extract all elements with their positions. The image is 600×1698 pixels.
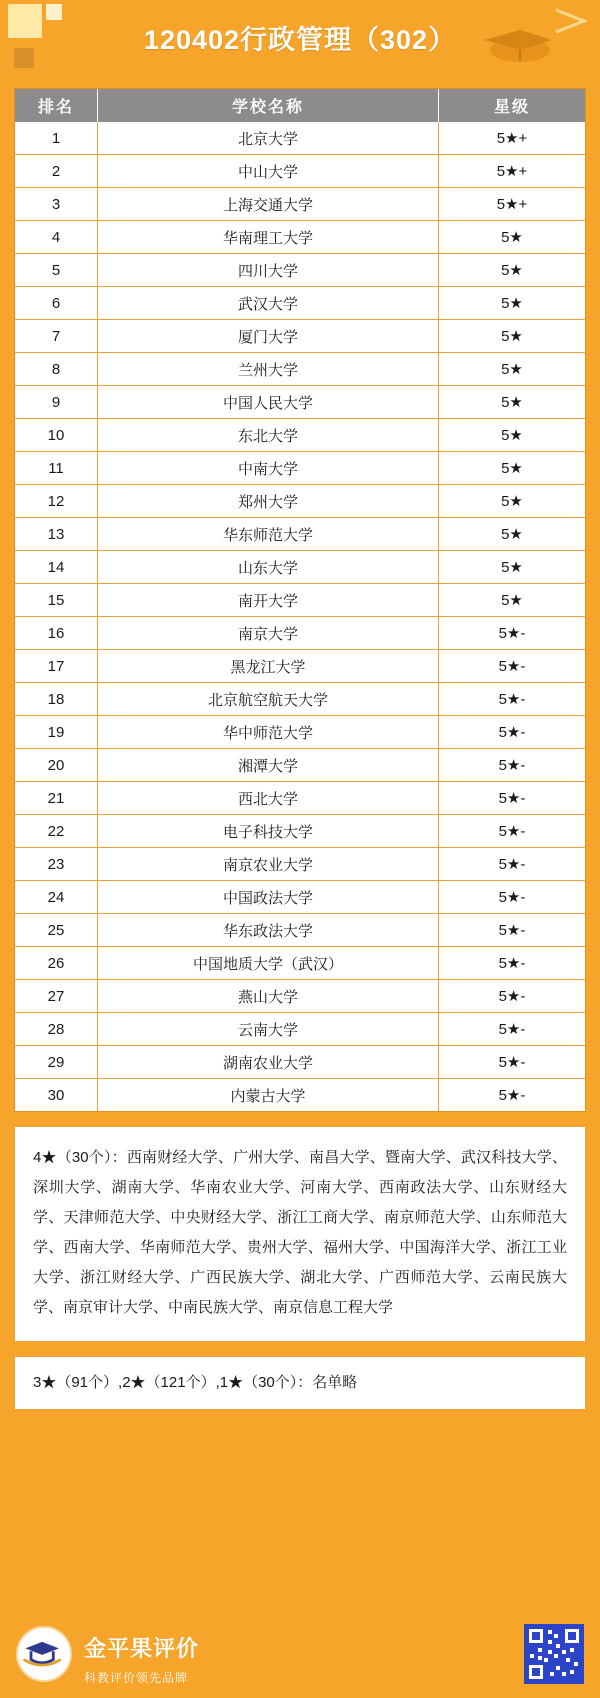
brand-name: 金平果评价 xyxy=(84,1636,200,1661)
cell-rank: 10 xyxy=(15,419,98,452)
table-row xyxy=(15,980,585,1013)
cell-star-rating: 5★+ xyxy=(439,122,586,155)
cell-school-name: 南京农业大学 xyxy=(98,848,439,881)
cell-star-rating: 5★ xyxy=(439,518,586,551)
cell-school-name: 中国地质大学（武汉） xyxy=(98,947,439,980)
cell-rank: 25 xyxy=(15,914,98,947)
cell-school-name: 东北大学 xyxy=(98,419,439,452)
table-row xyxy=(15,617,585,650)
cell-star-rating: 5★ xyxy=(439,551,586,584)
graduation-cap-badge-icon xyxy=(18,1628,70,1680)
table-row xyxy=(15,914,585,947)
cell-school-name: 华东师范大学 xyxy=(98,518,439,551)
cell-rank: 22 xyxy=(15,815,98,848)
cell-rank: 9 xyxy=(15,386,98,419)
cell-rank: 4 xyxy=(15,221,98,254)
cell-rank: 23 xyxy=(15,848,98,881)
cell-school-name: 中南大学 xyxy=(98,452,439,485)
ranking-table xyxy=(15,89,585,1111)
cell-rank: 24 xyxy=(15,881,98,914)
cell-star-rating: 5★- xyxy=(439,914,586,947)
cell-star-rating: 5★- xyxy=(439,947,586,980)
cell-rank: 7 xyxy=(15,320,98,353)
table-row xyxy=(15,1046,585,1079)
cell-school-name: 中国政法大学 xyxy=(98,881,439,914)
cell-school-name: 中山大学 xyxy=(98,155,439,188)
table-row xyxy=(15,650,585,683)
table-row xyxy=(15,518,585,551)
cell-star-rating: 5★- xyxy=(439,650,586,683)
table-row xyxy=(15,320,585,353)
cell-school-name: 西北大学 xyxy=(98,782,439,815)
table-row xyxy=(15,1013,585,1046)
brand-block xyxy=(84,1632,199,1686)
cell-school-name: 华南理工大学 xyxy=(98,221,439,254)
cell-star-rating: 5★ xyxy=(439,485,586,518)
cell-school-name: 郑州大学 xyxy=(98,485,439,518)
lower-star-note: 3★（91个）,2★（121个）,1★（30个）：名单略 xyxy=(14,1356,586,1410)
table-row xyxy=(15,683,585,716)
cell-star-rating: 5★ xyxy=(439,287,586,320)
table-row xyxy=(15,155,585,188)
brand-subtitle: 科教评价领先品牌 xyxy=(84,1671,189,1685)
cell-rank: 20 xyxy=(15,749,98,782)
footer xyxy=(0,1612,600,1698)
cell-rank: 8 xyxy=(15,353,98,386)
cell-star-rating: 5★ xyxy=(439,419,586,452)
cell-rank: 30 xyxy=(15,1079,98,1112)
cell-school-name: 南开大学 xyxy=(98,584,439,617)
table-row xyxy=(15,848,585,881)
table-row xyxy=(15,551,585,584)
cell-star-rating: 5★- xyxy=(439,749,586,782)
cell-star-rating: 5★- xyxy=(439,815,586,848)
cell-school-name: 兰州大学 xyxy=(98,353,439,386)
cell-school-name: 华中师范大学 xyxy=(98,716,439,749)
cell-school-name: 电子科技大学 xyxy=(98,815,439,848)
table-row xyxy=(15,1079,585,1112)
cell-star-rating: 5★- xyxy=(439,848,586,881)
column-header-school: 学校名称 xyxy=(98,89,439,122)
cell-school-name: 北京大学 xyxy=(98,122,439,155)
cell-school-name: 厦门大学 xyxy=(98,320,439,353)
cell-school-name: 南京大学 xyxy=(98,617,439,650)
cell-star-rating: 5★- xyxy=(439,782,586,815)
cell-rank: 1 xyxy=(15,122,98,155)
cell-school-name: 云南大学 xyxy=(98,1013,439,1046)
table-row xyxy=(15,782,585,815)
arrow-right-icon xyxy=(554,8,594,34)
table-row xyxy=(15,419,585,452)
cell-school-name: 中国人民大学 xyxy=(98,386,439,419)
cell-star-rating: 5★ xyxy=(439,386,586,419)
cell-star-rating: 5★ xyxy=(439,353,586,386)
table-row xyxy=(15,584,585,617)
page-title: 120402行政管理（302） xyxy=(143,25,457,55)
cell-rank: 12 xyxy=(15,485,98,518)
table-row xyxy=(15,254,585,287)
cell-school-name: 北京航空航天大学 xyxy=(98,683,439,716)
cell-rank: 13 xyxy=(15,518,98,551)
cell-star-rating: 5★- xyxy=(439,1013,586,1046)
cell-school-name: 内蒙古大学 xyxy=(98,1079,439,1112)
cell-rank: 18 xyxy=(15,683,98,716)
cell-school-name: 武汉大学 xyxy=(98,287,439,320)
cell-school-name: 华东政法大学 xyxy=(98,914,439,947)
header xyxy=(0,0,600,88)
cell-rank: 19 xyxy=(15,716,98,749)
table-row xyxy=(15,881,585,914)
table-row xyxy=(15,221,585,254)
cell-rank: 3 xyxy=(15,188,98,221)
cell-rank: 6 xyxy=(15,287,98,320)
cell-school-name: 黑龙江大学 xyxy=(98,650,439,683)
cell-rank: 21 xyxy=(15,782,98,815)
column-header-rank: 排名 xyxy=(15,89,98,122)
cell-school-name: 四川大学 xyxy=(98,254,439,287)
table-row xyxy=(15,947,585,980)
qr-code-icon[interactable] xyxy=(524,1624,584,1684)
cell-star-rating: 5★ xyxy=(439,221,586,254)
cell-rank: 14 xyxy=(15,551,98,584)
cell-rank: 27 xyxy=(15,980,98,1013)
table-row xyxy=(15,716,585,749)
graduation-cap-icon xyxy=(480,28,554,66)
table-header-row xyxy=(15,89,585,122)
cell-star-rating: 5★ xyxy=(439,320,586,353)
table-row xyxy=(15,122,585,155)
cell-rank: 2 xyxy=(15,155,98,188)
cell-star-rating: 5★- xyxy=(439,881,586,914)
cell-school-name: 山东大学 xyxy=(98,551,439,584)
ranking-table-container xyxy=(14,88,586,1112)
cell-school-name: 燕山大学 xyxy=(98,980,439,1013)
four-star-note: 4★（30个）：西南财经大学、广州大学、南昌大学、暨南大学、武汉科技大学、深圳大学、湖南大学、华南农业大学、河南大学、西南政法大学、山东财经大学、天津师范大学、中央财经大学、浙江工商大学、南京师范大学、山东师范大学、西南大学、华南师范大学、贵州大学、福州大学、中国海洋大学、浙江工业大学、浙江财经大学、广西民族大学、湖北大学、广西师范大学、云南民族大学、南京审计大学、中南民族大学、南京信息工程大学 xyxy=(14,1126,586,1342)
table-row xyxy=(15,485,585,518)
table-row xyxy=(15,353,585,386)
cell-rank: 11 xyxy=(15,452,98,485)
cell-rank: 16 xyxy=(15,617,98,650)
table-row xyxy=(15,188,585,221)
cell-rank: 29 xyxy=(15,1046,98,1079)
cell-rank: 15 xyxy=(15,584,98,617)
table-row xyxy=(15,749,585,782)
cell-rank: 28 xyxy=(15,1013,98,1046)
cell-star-rating: 5★- xyxy=(439,716,586,749)
cell-star-rating: 5★- xyxy=(439,683,586,716)
cell-rank: 5 xyxy=(15,254,98,287)
logo-badge xyxy=(16,1626,72,1682)
cell-star-rating: 5★ xyxy=(439,452,586,485)
cell-star-rating: 5★+ xyxy=(439,188,586,221)
cell-star-rating: 5★+ xyxy=(439,155,586,188)
cell-school-name: 湖南农业大学 xyxy=(98,1046,439,1079)
cell-school-name: 湘潭大学 xyxy=(98,749,439,782)
cell-star-rating: 5★ xyxy=(439,254,586,287)
column-header-star: 星级 xyxy=(439,89,586,122)
table-row xyxy=(15,815,585,848)
cell-rank: 26 xyxy=(15,947,98,980)
cell-school-name: 上海交通大学 xyxy=(98,188,439,221)
table-row xyxy=(15,287,585,320)
cell-star-rating: 5★- xyxy=(439,617,586,650)
table-row xyxy=(15,386,585,419)
cell-star-rating: 5★- xyxy=(439,1079,586,1112)
cell-star-rating: 5★- xyxy=(439,980,586,1013)
cell-star-rating: 5★- xyxy=(439,1046,586,1079)
table-row xyxy=(15,452,585,485)
cell-rank: 17 xyxy=(15,650,98,683)
cell-star-rating: 5★ xyxy=(439,584,586,617)
